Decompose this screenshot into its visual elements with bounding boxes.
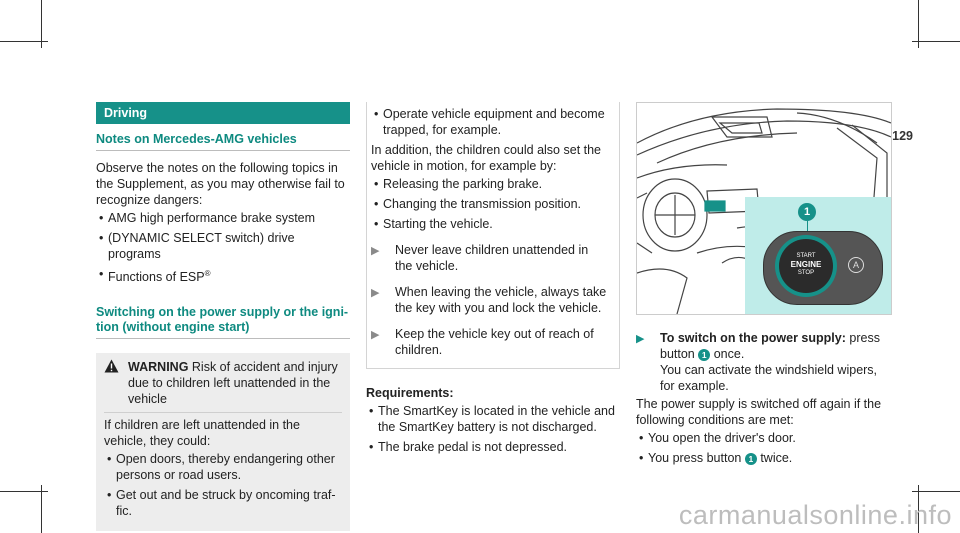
list-item: • Changing the transmission position. [371,196,609,212]
arrow-icon: ▶ [371,245,380,257]
callout-panel [745,197,891,314]
arrow-icon: ▶ [371,287,380,299]
list-item: • The brake pedal is not depressed. [366,439,620,455]
column-right [636,102,891,470]
arrow-icon: ▶ [371,329,380,341]
arrow-icon: ▶ [636,333,645,345]
list-item: • (DYNAMIC SELECT switch) drive programs [96,230,350,262]
page-number: 129 [892,129,913,143]
crop-mark [41,485,42,533]
addition-text: In addition, the children could also set the vehicle in motion, for example by: [371,143,602,173]
list-item: • You open the driver's door. [636,430,891,446]
warning-label: WARNING [128,360,189,375]
column-left [96,102,350,531]
action-step: ▶ To switch on the power supply: press button 1 once. You can activate the windshield wipers, for example. [636,330,891,394]
crop-mark [912,491,960,492]
crop-mark [0,41,48,42]
list [371,106,609,138]
list [371,176,609,232]
warning-list [104,451,342,519]
topic-list [96,210,350,285]
callout-number-icon: 1 [698,349,710,361]
list-item: • The SmartKey is located in the vehicle and the SmartKey battery is not discharged. [366,403,620,435]
warning-continuation [366,102,620,368]
list-item: • Starting the vehicle. [371,216,609,232]
power-off-list [636,430,891,466]
watermark: carmanualsonline.info [678,500,952,530]
warning-triangle-icon [104,359,120,407]
list-item: • Get out and be struck by oncoming traffic. [104,487,342,519]
section-banner: Driving [96,102,350,124]
start-stop-button[interactable]: START ENGINE STOP [779,239,833,293]
power-off-text: The power supply is switched off again if the following conditions are met: [636,397,882,427]
action-label: To switch on the power supply: [660,331,846,345]
requirements-list [366,403,620,455]
crop-mark [0,491,48,492]
warning-title: WARNING Risk of accident and injury due to children left unattended in the vehicle [128,360,338,407]
column-middle [366,102,620,459]
cockpit-illustration [636,102,892,315]
list-item: • Operate vehicle equipment and become trapped, for example. [371,106,609,138]
step: ▶ Never leave children unattended in the vehicle. [371,243,589,273]
list-item: • AMG high performance brake system [96,210,350,226]
switching-heading: Switching on the power supply or the ignition (without engine start) [96,305,350,339]
warning-body: If children are left unattended in the vehicle, they could: [104,418,300,449]
list-item: • Releasing the parking brake. [371,176,609,192]
registered-mark: ® [204,269,211,278]
crop-mark [912,41,960,42]
eco-start-stop-icon: A [848,257,864,273]
list-item: • You press button 1 twice. [636,450,891,466]
intro-text: Observe the notes on the following topics in the Supplement, as you may otherwise fail to recognize dangers: [96,161,345,207]
requirements-heading: Requirements: [366,386,454,400]
callout-number-icon: 1 [745,453,757,465]
action-note: You can activate the windshield wipers, for example. [660,363,878,393]
step: ▶ Keep the vehicle key out of reach of children. [371,327,594,357]
step: ▶ When leaving the vehicle, always take the key with you and lock the vehicle. [371,285,607,315]
callout-number: 1 [798,203,816,221]
warning-box [96,353,350,531]
list-item: • Functions of ESP® [96,266,350,285]
notes-heading: Notes on Mercedes-AMG vehicles [96,132,350,151]
list-item: • Open doors, thereby endangering other persons or road users. [104,451,342,483]
